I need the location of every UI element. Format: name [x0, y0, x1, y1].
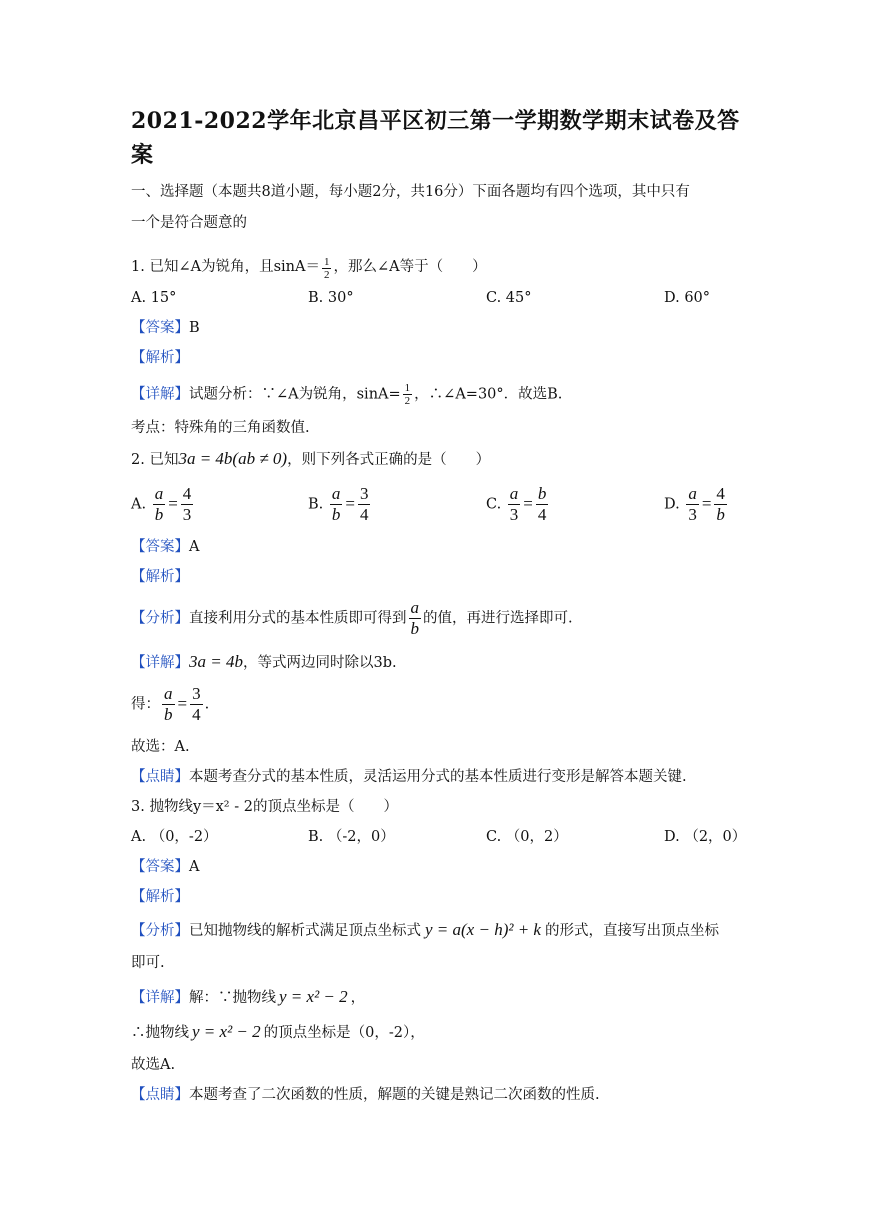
q2-option-c	[486, 484, 550, 525]
q2-detail	[131, 652, 397, 673]
q1-frac-denominator: 2	[323, 269, 330, 281]
q3-detail	[131, 987, 365, 1008]
q2-c-rd: 4	[537, 505, 547, 524]
q2-de-rd: 4	[192, 705, 201, 724]
q2-d-rn: 4	[716, 484, 725, 503]
q2-de-ln: a	[164, 684, 173, 703]
q3-option-d: D. （2，0）	[664, 829, 747, 845]
q2-b-ld: b	[331, 505, 341, 524]
q2-stem-math: 3a = 4b(ab ≠ 0)	[178, 449, 288, 468]
q1-analysis	[131, 348, 189, 368]
q3-fenxi	[131, 920, 719, 941]
q1-option-a: A. 15°	[131, 290, 177, 306]
q3-detail-pre: 解：∵抛物线	[189, 990, 276, 1006]
q2-a-ld: b	[154, 505, 164, 524]
q2-stem-pre: 2. 已知	[131, 452, 179, 468]
q1-stem	[131, 256, 487, 281]
fenxi-label: 【分析】	[131, 610, 189, 627]
q2-a-ln: a	[154, 484, 164, 503]
detail-label: 【详解】	[131, 655, 189, 671]
q2-guxuan: 故选：A.	[131, 739, 190, 755]
q2-a-equals: =	[168, 493, 178, 513]
q2-d-equals: =	[701, 493, 712, 513]
q2-option-d	[664, 484, 729, 525]
q2-de	[131, 684, 209, 725]
q3-guxuan: 故选A.	[131, 1057, 176, 1073]
q1-stem-pre: 1. 已知∠A为锐角，且sinA＝	[131, 259, 320, 275]
fenxi-label: 【分析】	[131, 923, 189, 939]
q2-option-a-right-fraction	[181, 484, 194, 525]
q2-c-equals: =	[523, 493, 533, 513]
q2-answer	[131, 537, 199, 557]
q2-option-a-left-fraction	[153, 484, 166, 525]
analysis-label: 【解析】	[131, 569, 189, 585]
q2-fenxi-fraction	[409, 598, 422, 639]
answer-label: 【答案】	[131, 320, 189, 336]
q2-b-rd: 4	[359, 505, 369, 524]
q3-dianjing-text: 本题考查了二次函数的性质，解题的关键是熟记二次函数的性质.	[189, 1087, 600, 1103]
q1-kaodian: 考点：特殊角的三角函数值.	[131, 420, 310, 436]
q3-fenxi-pre: 已知抛物线的解析式满足顶点坐标式	[189, 923, 421, 939]
q3-line2-math: y = x² − 2	[192, 1022, 261, 1041]
dianjing-label: 【点睛】	[131, 769, 189, 785]
q3-detail-math: y = x² − 2	[279, 987, 348, 1006]
q1-detail-fraction	[403, 382, 413, 407]
q2-option-b-label: B.	[308, 496, 324, 513]
section-header-line1: 一、选择题（本题共8道小题，每小题2分，共16分）下面各题均有四个选项，其中只有	[131, 184, 690, 200]
q2-c-rn: b	[537, 484, 547, 503]
q3-line2-post: 的顶点坐标是（0，-2），	[263, 1025, 425, 1041]
q1-stem-fraction	[322, 256, 332, 281]
q2-stem	[131, 449, 490, 470]
q2-option-c-right-fraction	[536, 484, 549, 525]
q1-detail	[131, 382, 562, 407]
q2-de-right-fraction	[190, 684, 203, 725]
q1-answer-value: B	[189, 320, 200, 336]
q3-detail-line2	[131, 1022, 425, 1043]
q2-fenxi-pre: 直接利用分式的基本性质即可得到	[189, 610, 407, 627]
q2-dianjing	[131, 767, 687, 787]
q2-a-rd: 3	[182, 505, 192, 524]
q3-option-c: C. （0，2）	[486, 829, 568, 845]
q3-answer	[131, 857, 199, 877]
q2-detail-math: 3a = 4b	[189, 652, 243, 671]
q3-analysis	[131, 887, 189, 907]
q3-stem: 3. 抛物线y＝x² - 2的顶点坐标是（ ）	[131, 799, 398, 815]
q2-fenxi-frac-n: a	[410, 598, 419, 617]
q2-option-d-right-fraction	[714, 484, 727, 525]
q2-c-ln: a	[509, 484, 519, 503]
analysis-label: 【解析】	[131, 350, 189, 366]
q2-fenxi	[131, 598, 573, 639]
section-header-line2: 一个是符合题意的	[131, 215, 247, 231]
q2-dianjing-text: 本题考查分式的基本性质，灵活运用分式的基本性质进行变形是解答本题关键.	[189, 769, 687, 785]
q2-b-rn: 3	[359, 484, 369, 503]
q2-option-b-right-fraction	[358, 484, 371, 525]
q2-analysis	[131, 567, 189, 587]
q2-option-c-left-fraction	[508, 484, 521, 525]
q2-d-ld: 3	[688, 505, 697, 524]
q1-option-d: D. 60°	[664, 290, 711, 306]
q2-option-d-left-fraction	[686, 484, 699, 525]
q2-option-c-label: C.	[486, 496, 502, 513]
q1-detail-frac-numerator: 1	[404, 382, 411, 394]
q2-fenxi-post: 的值，再进行选择即可.	[423, 610, 573, 627]
q2-option-a-label: A.	[131, 496, 147, 513]
q2-stem-post: ，则下列各式正确的是（ ）	[287, 452, 491, 468]
q1-option-c: C. 45°	[486, 290, 532, 306]
q2-de-ld: b	[164, 705, 173, 724]
q3-dianjing	[131, 1085, 600, 1105]
q1-answer	[131, 318, 200, 338]
page-title: 2021-2022学年北京昌平区初三第一学期数学期末试卷及答案	[131, 108, 740, 168]
q3-fenxi-line2: 即可.	[131, 955, 165, 971]
q2-option-b	[308, 484, 372, 525]
q3-option-b: B. （-2，0）	[308, 829, 395, 845]
q2-d-ln: a	[688, 484, 697, 503]
answer-label: 【答案】	[131, 859, 189, 875]
q2-de-rn: 3	[192, 684, 201, 703]
q2-option-a	[131, 484, 195, 525]
q2-b-ln: a	[331, 484, 341, 503]
q1-frac-numerator: 1	[323, 256, 330, 268]
q2-option-b-left-fraction	[330, 484, 343, 525]
q3-line2-pre: ∴抛物线	[131, 1025, 189, 1041]
q1-detail-post: ，∴∠A=30°．故选B.	[414, 386, 563, 403]
q2-fenxi-frac-d: b	[410, 619, 419, 638]
q1-option-b: B. 30°	[308, 290, 354, 306]
q3-fenxi-post: 的形式，直接写出顶点坐标	[544, 923, 719, 939]
q2-de-label: 得：	[131, 696, 160, 713]
q2-c-ld: 3	[509, 505, 519, 524]
q3-fenxi-math: y = a(x − h)² + k	[425, 920, 541, 939]
q2-answer-value: A	[189, 539, 200, 555]
answer-label: 【答案】	[131, 539, 189, 555]
q2-option-d-label: D.	[664, 496, 680, 513]
q2-de-equals: =	[177, 693, 188, 713]
detail-label: 【详解】	[131, 386, 189, 403]
q2-detail-post: ，等式两边同时除以3b.	[242, 655, 397, 671]
dianjing-label: 【点睛】	[131, 1087, 189, 1103]
q2-de-left-fraction	[162, 684, 175, 725]
q1-detail-pre: 试题分析：∵∠A为锐角，sinA=	[189, 386, 401, 403]
q3-option-a: A. （0，-2）	[131, 829, 218, 845]
q3-detail-post: ，	[350, 990, 366, 1006]
q1-stem-post: ，那么∠A等于（ ）	[333, 259, 487, 275]
q1-detail-frac-denominator: 2	[404, 395, 411, 407]
analysis-label: 【解析】	[131, 889, 189, 905]
q2-a-rn: 4	[182, 484, 192, 503]
q2-de-end: .	[204, 696, 210, 713]
q2-d-rd: b	[716, 505, 725, 524]
q3-answer-value: A	[189, 859, 200, 875]
q2-b-equals: =	[345, 493, 355, 513]
detail-label: 【详解】	[131, 990, 189, 1006]
